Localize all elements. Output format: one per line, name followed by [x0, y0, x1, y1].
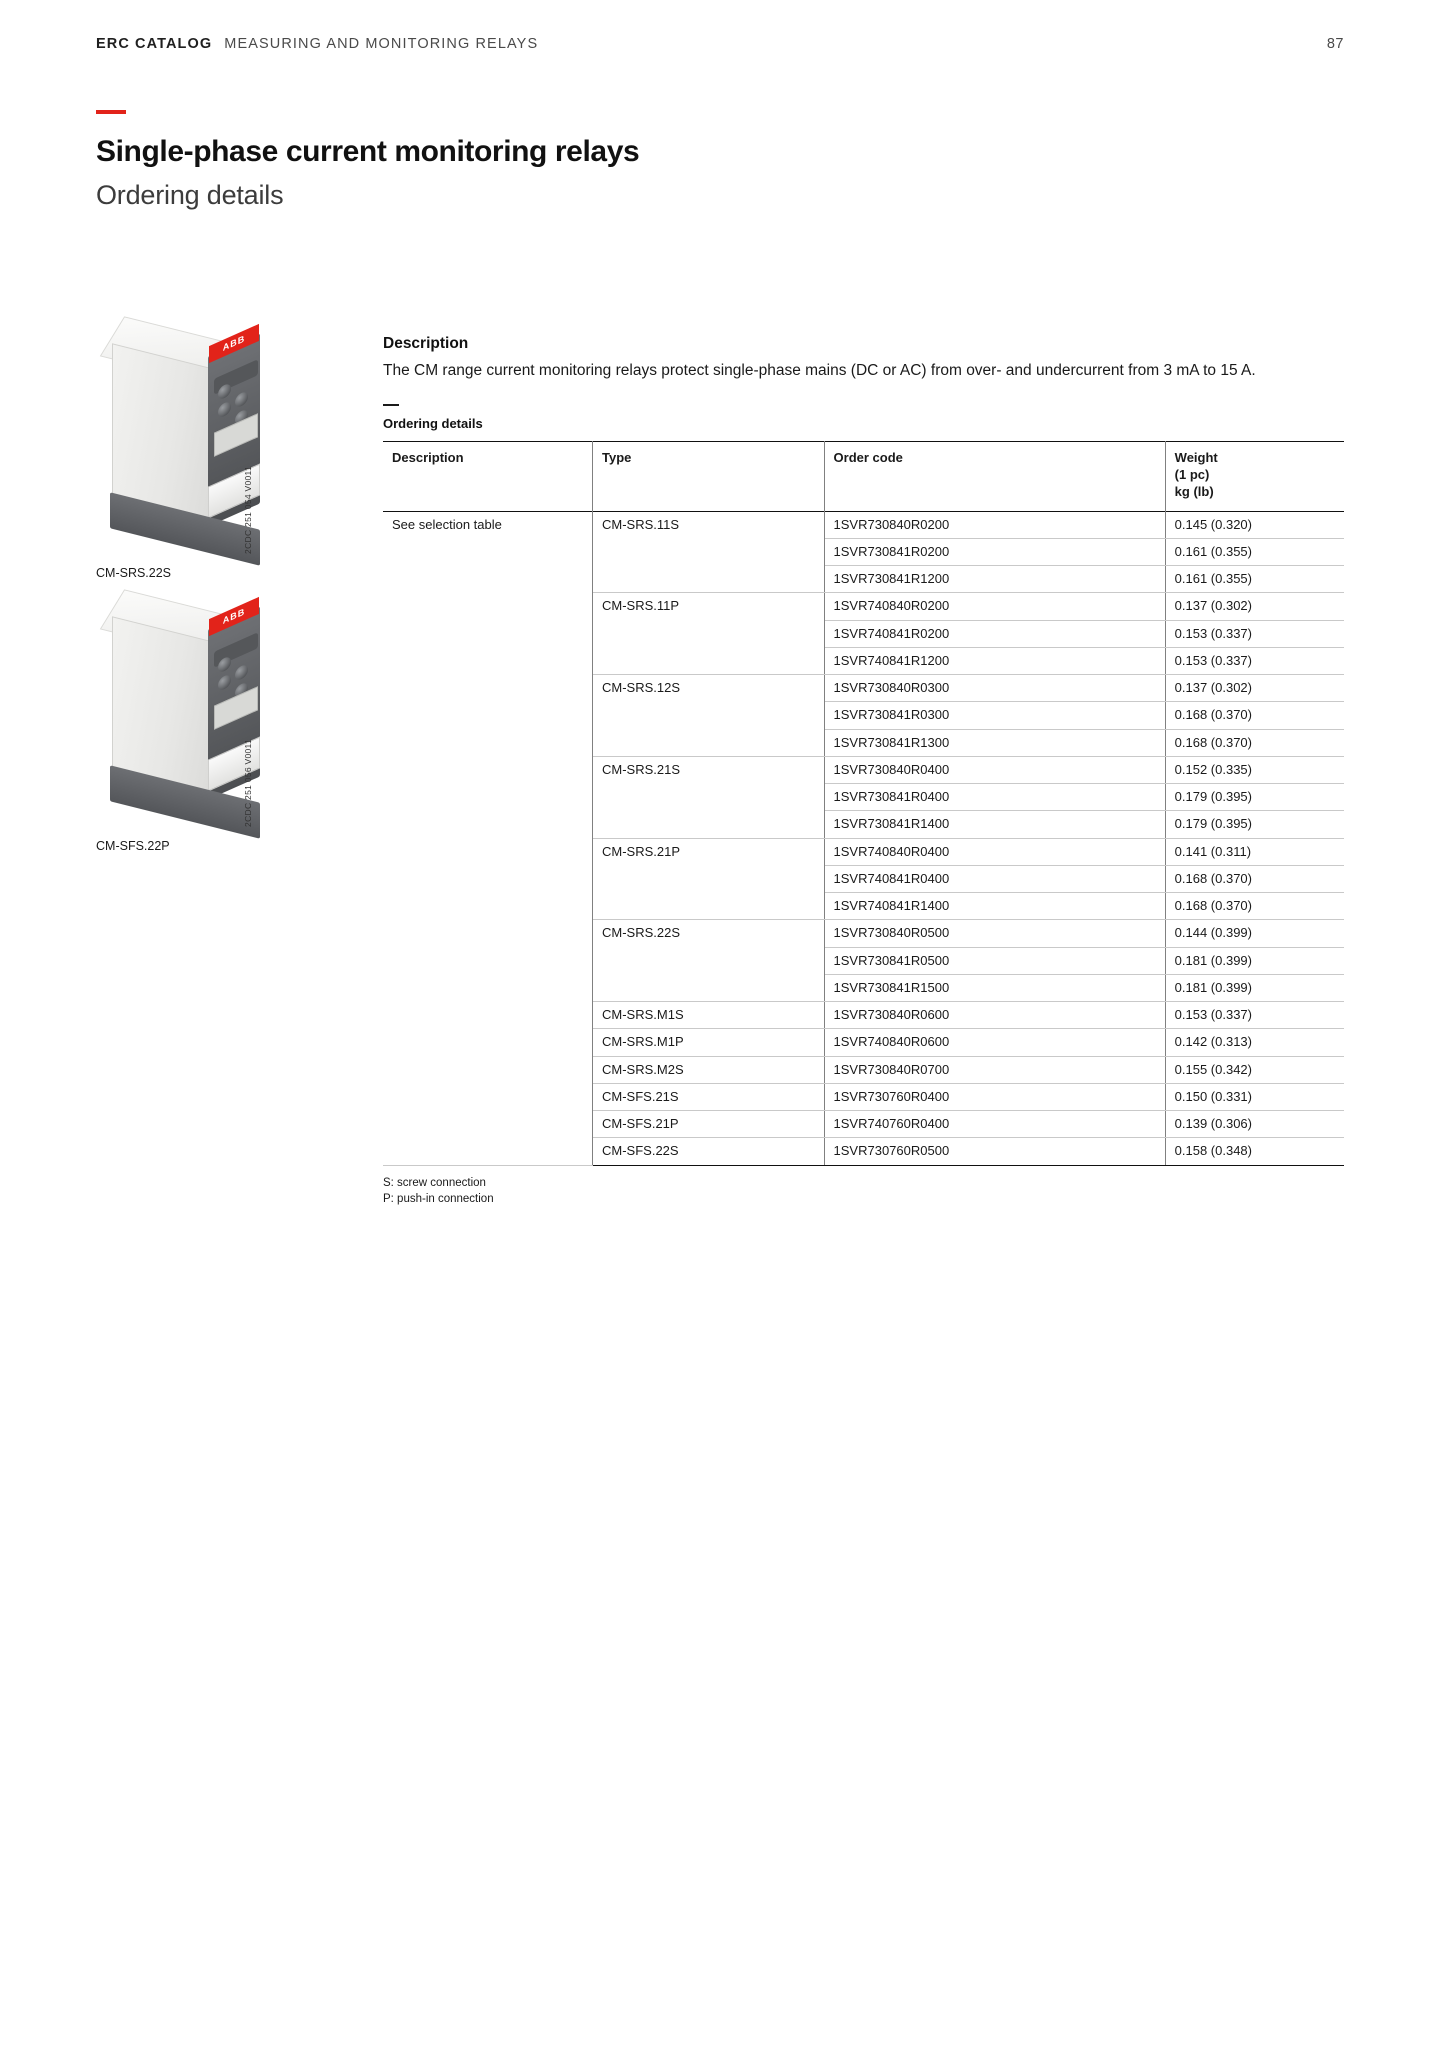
cell-order-code: 1SVR730841R0300 [824, 702, 1165, 729]
cell-weight: 0.137 (0.302) [1165, 675, 1344, 702]
page-header [96, 36, 1344, 52]
cell-order-code: 1SVR740760R0400 [824, 1111, 1165, 1138]
column-header-weight [1165, 441, 1344, 511]
cell-order-code: 1SVR730841R1200 [824, 566, 1165, 593]
cell-weight: 0.181 (0.399) [1165, 974, 1344, 1001]
ordering-details-table [383, 441, 1344, 1166]
cell-weight: 0.137 (0.302) [1165, 593, 1344, 620]
cell-type: CM-SRS.11P [593, 593, 825, 675]
table-body [383, 511, 1344, 1165]
cell-order-code: 1SVR740841R1400 [824, 893, 1165, 920]
cell-order-code: 1SVR730840R0700 [824, 1056, 1165, 1083]
cell-type: CM-SRS.M1S [593, 1002, 825, 1029]
cell-type: CM-SFS.21P [593, 1111, 825, 1138]
cell-type: CM-SFS.21S [593, 1083, 825, 1110]
product-image-column [96, 332, 316, 881]
cell-weight: 0.161 (0.355) [1165, 566, 1344, 593]
cell-weight: 0.168 (0.370) [1165, 729, 1344, 756]
header-section: MEASURING AND MONITORING RELAYS [224, 36, 539, 52]
product-figure-1 [96, 332, 316, 580]
cell-order-code: 1SVR730841R0200 [824, 538, 1165, 565]
cell-order-code: 1SVR730840R0600 [824, 1002, 1165, 1029]
product-caption-1: CM-SRS.22S [96, 566, 172, 580]
cell-order-code: 1SVR730841R0400 [824, 784, 1165, 811]
cell-weight: 0.153 (0.337) [1165, 620, 1344, 647]
cell-order-code: 1SVR740840R0600 [824, 1029, 1165, 1056]
cell-order-code: 1SVR730840R0200 [824, 511, 1165, 538]
cell-weight: 0.153 (0.337) [1165, 1002, 1344, 1029]
cell-type: CM-SFS.22S [593, 1138, 825, 1165]
table-header [383, 441, 1344, 511]
product-caption-2: CM-SFS.22P [96, 839, 170, 853]
cell-weight: 0.158 (0.348) [1165, 1138, 1344, 1165]
divider-dash [383, 404, 399, 406]
footnote-s: S: screw connection [383, 1176, 486, 1189]
product-photo-cm-srs-22s [96, 332, 271, 560]
cell-order-code: 1SVR740841R1200 [824, 647, 1165, 674]
cell-order-code: 1SVR730841R1300 [824, 729, 1165, 756]
cell-order-code: 1SVR730760R0400 [824, 1083, 1165, 1110]
cell-weight: 0.150 (0.331) [1165, 1083, 1344, 1110]
cell-weight: 0.145 (0.320) [1165, 511, 1344, 538]
product-photo-cm-sfs-22p [96, 605, 271, 833]
cell-order-code: 1SVR740841R0200 [824, 620, 1165, 647]
description-text: The CM range current monitoring relays protect single-phase mains (DC or AC) from over- and undercurrent from 3 mA to 15 A. [383, 362, 1256, 379]
description-heading: Description [383, 335, 469, 352]
page-number: 87 [1326, 36, 1344, 52]
header-brand: ERC CATALOG [96, 36, 213, 52]
column-header-type: Type [593, 441, 825, 511]
cell-type: CM-SRS.M1P [593, 1029, 825, 1056]
cell-weight: 0.141 (0.311) [1165, 838, 1344, 865]
cell-order-code: 1SVR730840R0300 [824, 675, 1165, 702]
cell-weight: 0.155 (0.342) [1165, 1056, 1344, 1083]
cell-order-code: 1SVR730840R0500 [824, 920, 1165, 947]
cell-weight: 0.142 (0.313) [1165, 1029, 1344, 1056]
cell-order-code: 1SVR740840R0400 [824, 838, 1165, 865]
image-reference-code-2: 2CDC 251 056 V0011 [243, 739, 253, 827]
cell-weight: 0.139 (0.306) [1165, 1111, 1344, 1138]
footnote-p: P: push-in connection [383, 1193, 494, 1206]
accent-rule [96, 110, 126, 114]
weight-line-2: (1 pc) [1174, 466, 1210, 482]
cell-weight: 0.168 (0.370) [1165, 893, 1344, 920]
column-header-order-code: Order code [824, 441, 1165, 511]
cell-weight: 0.181 (0.399) [1165, 947, 1344, 974]
cell-order-code: 1SVR740840R0200 [824, 593, 1165, 620]
cell-weight: 0.153 (0.337) [1165, 647, 1344, 674]
cell-type: CM-SRS.12S [593, 675, 825, 757]
cell-weight: 0.168 (0.370) [1165, 702, 1344, 729]
main-content [383, 335, 1344, 1208]
cell-type: CM-SRS.22S [593, 920, 825, 1002]
column-header-description: Description [383, 441, 593, 511]
table-footnotes [383, 1175, 1344, 1208]
abb-logo: ABB [209, 324, 259, 363]
cell-order-code: 1SVR730760R0500 [824, 1138, 1165, 1165]
weight-line-3: kg (lb) [1174, 483, 1214, 499]
cell-weight: 0.168 (0.370) [1165, 865, 1344, 892]
cell-order-code: 1SVR730840R0400 [824, 756, 1165, 783]
cell-weight: 0.179 (0.395) [1165, 784, 1344, 811]
ordering-details-heading: Ordering details [383, 415, 483, 431]
cell-order-code: 1SVR740841R0400 [824, 865, 1165, 892]
cell-weight: 0.179 (0.395) [1165, 811, 1344, 838]
cell-type: CM-SRS.21S [593, 756, 825, 838]
image-reference-code-1: 2CDC 251 054 V0011 [243, 466, 253, 554]
abb-logo: ABB [209, 597, 259, 636]
cell-order-code: 1SVR730841R1400 [824, 811, 1165, 838]
table-row [383, 511, 1344, 538]
cell-type: CM-SRS.21P [593, 838, 825, 920]
product-figure-2 [96, 605, 316, 853]
page-subtitle: Ordering details [96, 180, 284, 210]
cell-order-code: 1SVR730841R0500 [824, 947, 1165, 974]
cell-type: CM-SRS.11S [593, 511, 825, 593]
weight-line-1: Weight [1174, 449, 1218, 465]
cell-weight: 0.144 (0.399) [1165, 920, 1344, 947]
cell-order-code: 1SVR730841R1500 [824, 974, 1165, 1001]
cell-weight: 0.161 (0.355) [1165, 538, 1344, 565]
cell-weight: 0.152 (0.335) [1165, 756, 1344, 783]
cell-description: See selection table [383, 511, 593, 1165]
page-title: Single-phase current monitoring relays [96, 135, 640, 168]
cell-type: CM-SRS.M2S [593, 1056, 825, 1083]
